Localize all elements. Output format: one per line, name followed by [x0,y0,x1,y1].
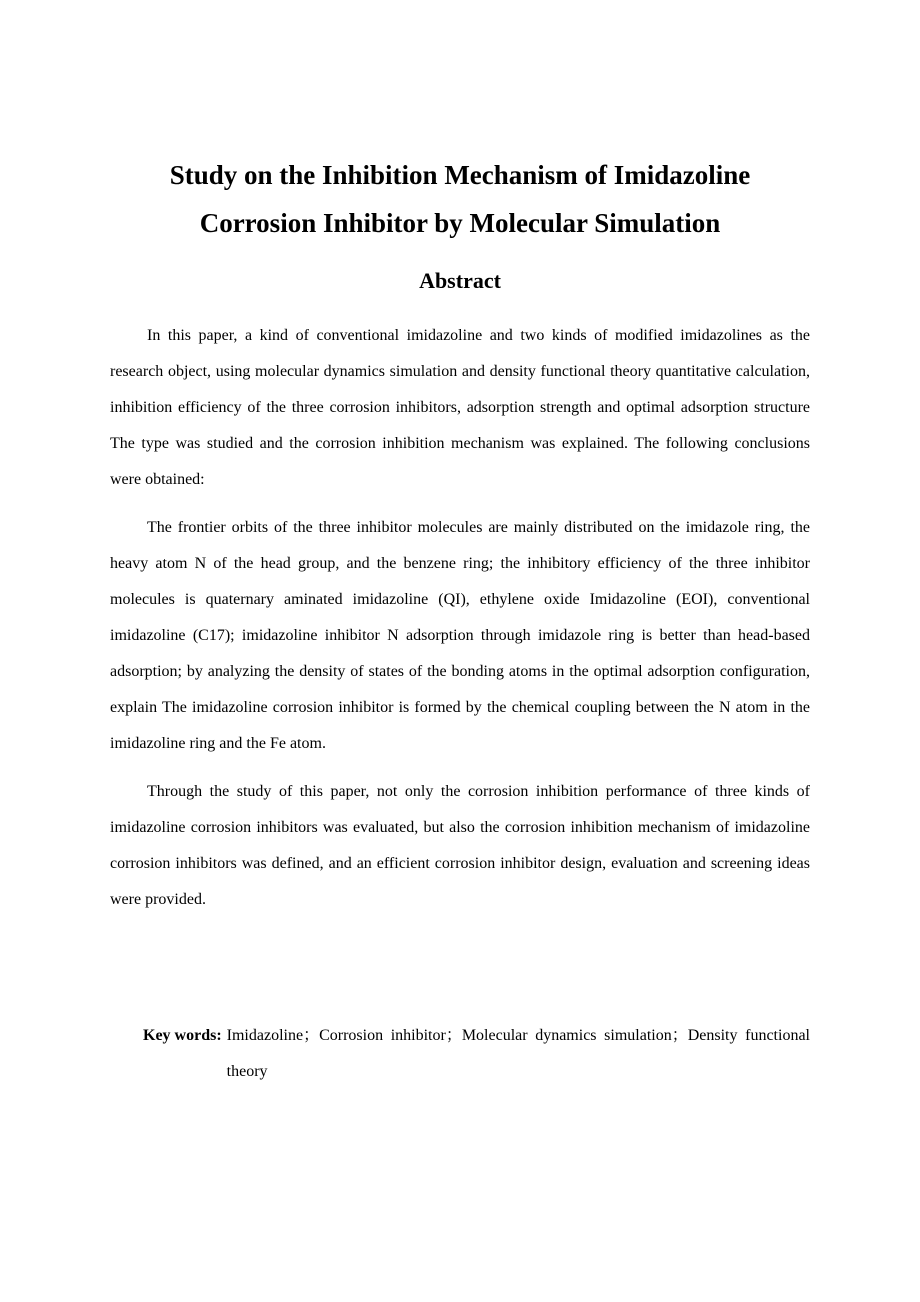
keywords-label: Key words: [143,1027,222,1044]
paper-title-line-2: Corrosion Inhibitor by Molecular Simulation [199,208,721,238]
abstract-paragraph-3: Through the study of this paper, not only the corrosion inhibition performance of three kinds of imidazoline corrosion inhibitors was evaluated, but also the corrosion inhibition mechanism of imidazoline corrosion inhibitors was defined, and an efficient corrosion inhibitor design, evaluation and screening ideas were provided. [110,783,810,908]
keywords-text: Imidazoline；Corrosion inhibitor；Molecular dynamics simulation；Density functional theory [226,1027,810,1080]
abstract-body [110,318,810,930]
paper-title [60,151,860,247]
abstract-paragraph-2: The frontier orbits of the three inhibitor molecules are mainly distributed on the imidazole ring, the heavy atom N of the head group, and the benzene ring; the inhibitory efficiency of the three inhibitor molecules is quaternary aminated imidazoline (QI), ethylene oxide Imidazoline (EOI), conventional imidazoline (C17); imidazoline inhibitor N adsorption through imidazole ring is better than head-based adsorption; by analyzing the density of states of the bonding atoms in the optimal adsorption configuration, explain The imidazoline corrosion inhibitor is formed by the chemical coupling between the N atom in the imidazoline ring and the Fe atom. [110,519,810,752]
abstract-heading: Abstract [419,268,501,293]
keywords [143,1018,810,1090]
paper-title-line-1: Study on the Inhibition Mechanism of Imidazoline [169,160,751,190]
abstract-paragraph-1: In this paper, a kind of conventional imidazoline and two kinds of modified imidazolines as the research object, using molecular dynamics simulation and density functional theory quantitative calculation, inhibition efficiency of the three corrosion inhibitors, adsorption strength and optimal adsorption structure The type was studied and the corrosion inhibition mechanism was explained. The following conclusions were obtained: [110,327,810,488]
